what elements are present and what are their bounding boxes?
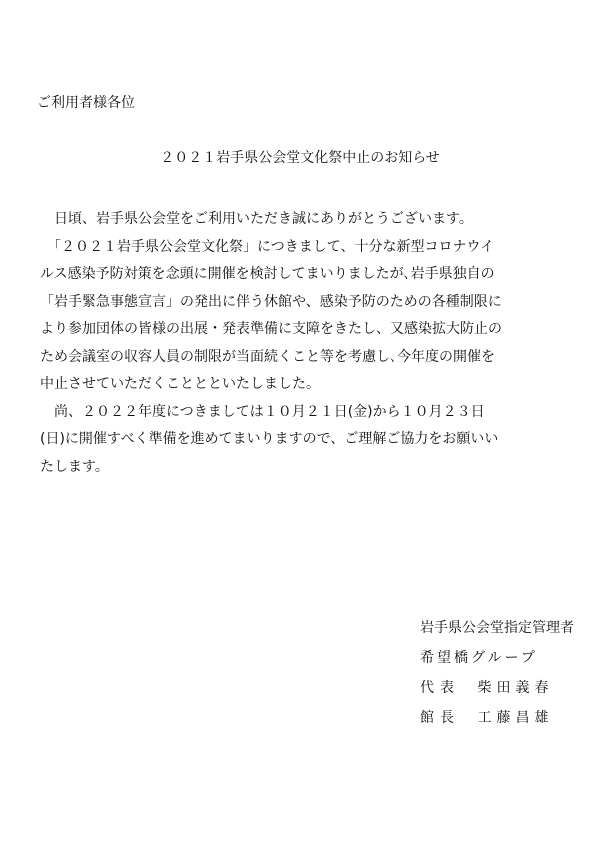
notice-body: [40, 206, 570, 481]
director-name: 工藤昌雄: [477, 710, 554, 726]
addressee: ご利用者様各位: [37, 95, 135, 111]
representative-role: 代表: [420, 680, 460, 696]
body-line: たします。: [40, 458, 109, 475]
director-role: 館長: [420, 710, 460, 726]
body-line: ため会議室の収容人員の制限が当面続くこと等を考慮し､今年度の開催を: [40, 348, 495, 365]
body-line: 中止させていただくこととといたしました。: [40, 376, 320, 392]
signature-representative: [420, 678, 580, 708]
signature-group: 希望橋グループ: [420, 650, 538, 666]
body-line: より参加団体の皆様の出展・発表準備に支障をきたし、又感染拡大防止の: [40, 321, 502, 337]
body-line: ルス感染予防対策を念頭に開催を検討してまいりましたが､岩手県独自の: [40, 266, 495, 282]
body-line: (日)に開催すべく準備を進めてまいりますので、ご理解ご協力をお願いい: [40, 431, 499, 447]
body-line: 「２０２１岩手県公会堂文化祭」につきまして、十分な新型コロナウイ: [40, 238, 495, 255]
body-line: 日頃、岩手県公会堂をご利用いただき誠にありがとうございます。: [40, 211, 473, 227]
signature-organization: 岩手県公会堂指定管理者: [420, 620, 574, 636]
notice-title: ２０２１岩手県公会堂文化祭中止のお知らせ: [160, 150, 440, 166]
signature-block: [420, 618, 580, 738]
body-line: 尚、２０２２年度につきましては１０月２１日(金)から１０月２３日: [40, 403, 485, 420]
body-line: 「岩手緊急事態宣言」の発出に伴う休館や、感染予防のための各種制限に: [40, 293, 502, 310]
representative-name: 柴田義春: [477, 680, 554, 696]
signature-director: [420, 708, 580, 738]
